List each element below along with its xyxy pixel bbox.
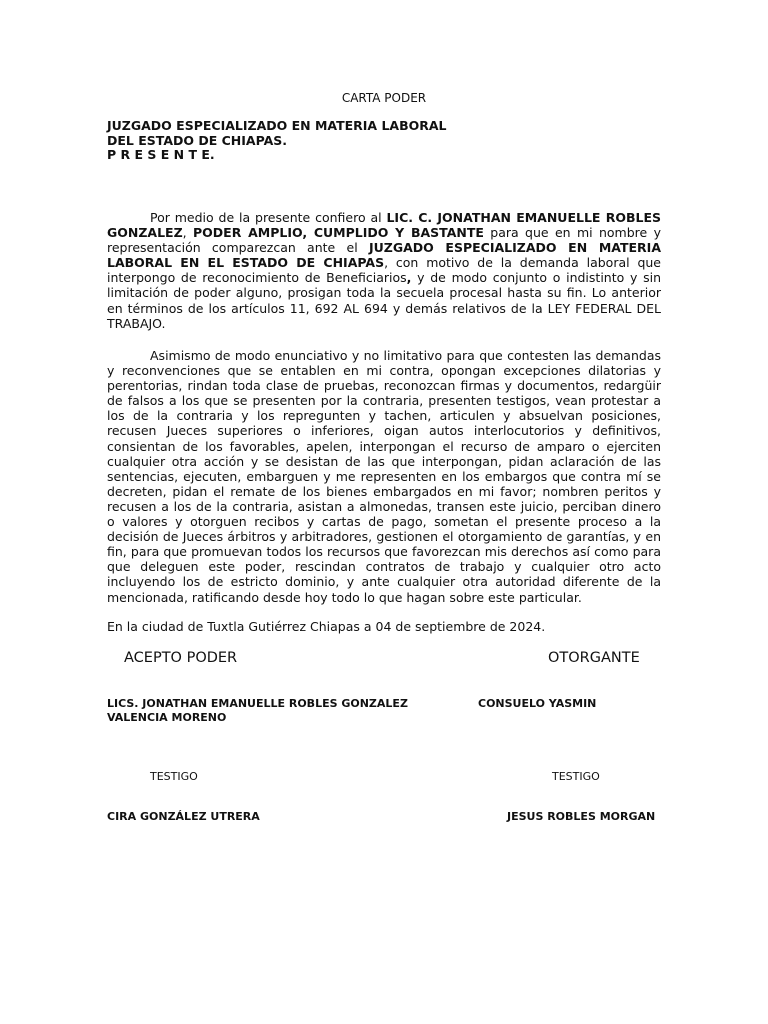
paragraph-text: y de modo conjunto o indistinto y sin limitación de poder alguno, prosigan toda la secuela procesal hasta su fin. Lo anterior en términos de los artículos 11, 692 AL 694 y demás relativos de la LEY FEDERAL DEL TRABAJO. bbox=[107, 270, 661, 331]
place-and-date: En la ciudad de Tuxtla Gutiérrez Chiapas a 04 de septiembre de 2024. bbox=[107, 619, 546, 634]
addressee-line: DEL ESTADO DE CHIAPAS. bbox=[107, 132, 288, 148]
grantor-signature-name: CONSUELO YASMIN bbox=[478, 697, 597, 710]
attorney-signature-name: VALENCIA MORENO bbox=[107, 711, 227, 724]
paragraph-text: , bbox=[182, 225, 194, 241]
bold-comma: , bbox=[406, 270, 412, 286]
paragraph-grant-of-power bbox=[107, 210, 661, 331]
paragraph-text: Asimismo de modo enunciativo y no limitativo para que contesten las demandas y reconvenciones que se entablen en mi contra, opongan excepciones dilatorias y perentorias, rindan toda clase de pruebas, reconozcan firmas y documentos, redargüir de falsos a los que se presenten por la contraria, presenten testigos, vean protestar a los de la contraria y los repregunten y tachen, articulen y absuelvan posiciones, recusen Jueces superiores o inferiores, oigan autos interlocutorios y definitivos, consientan de los favorables, apelen, interpongan el recurso de amparo o ejerciten cualquier otra acción y se desistan de las que interpongan, pidan aclaración de las sentencias, ejecuten, embarguen y me representen en los embargos que contra mí se decreten, pidan el remate de los bienes embargados en mi favor; nombren peritos y recusen a los de la contraria, asistan a almonedas, transen este juicio, perciban dinero o valores y otorguen recibos y cartas de pago, sometan el presente proceso a la decisión de Jueces árbitros y arbitradores, gestionen el otorgamiento de garantías, y en fin, para que promuevan todos los recursos que favorezcan mis derechos así como para que deleguen este poder, rescindan contratos de trabajo y cualquier otro acto incluyendo los de estricto dominio, y ante cualquier otra autoridad diferente de la mencionada, ratificando desde hoy todo lo que hagan sobre este particular. bbox=[107, 348, 661, 605]
addressee-block bbox=[107, 119, 447, 163]
addressee-line: JUZGADO ESPECIALIZADO EN MATERIA LABORAL bbox=[107, 118, 447, 133]
document-title: CARTA PODER bbox=[341, 91, 427, 105]
paragraph-text: , con motivo de la demanda laboral que interpongo de reconocimiento de Beneficiarios bbox=[107, 255, 661, 286]
witness-label: TESTIGO bbox=[150, 770, 198, 783]
paragraph-text: Por medio de la presente confiero al bbox=[150, 210, 387, 225]
addressee-line: P R E S E N T E. bbox=[107, 147, 215, 162]
witness-name: CIRA GONZÁLEZ UTRERA bbox=[107, 810, 260, 823]
grantor-label: OTORGANTE bbox=[548, 650, 640, 666]
attorney-signature-name: LICS. JONATHAN EMANUELLE ROBLES GONZALEZ bbox=[107, 697, 408, 710]
witness-name: JESUS ROBLES MORGAN bbox=[507, 810, 656, 823]
paragraph-faculties bbox=[107, 348, 661, 605]
paragraph-text: para que en mi nombre y representación comparezcan ante el bbox=[107, 225, 661, 256]
accept-power-label: ACEPTO PODER bbox=[124, 650, 238, 666]
witness-label: TESTIGO bbox=[552, 770, 600, 783]
attorney-name: LIC. C. JONATHAN EMANUELLE ROBLES GONZALEZ bbox=[107, 210, 661, 241]
attorney-signature-block bbox=[107, 697, 408, 725]
court-name: JUZGADO ESPECIALIZADO EN MATERIA LABORAL EN EL ESTADO DE CHIAPAS bbox=[107, 240, 661, 271]
power-type: PODER AMPLIO, CUMPLIDO Y BASTANTE bbox=[193, 225, 484, 241]
